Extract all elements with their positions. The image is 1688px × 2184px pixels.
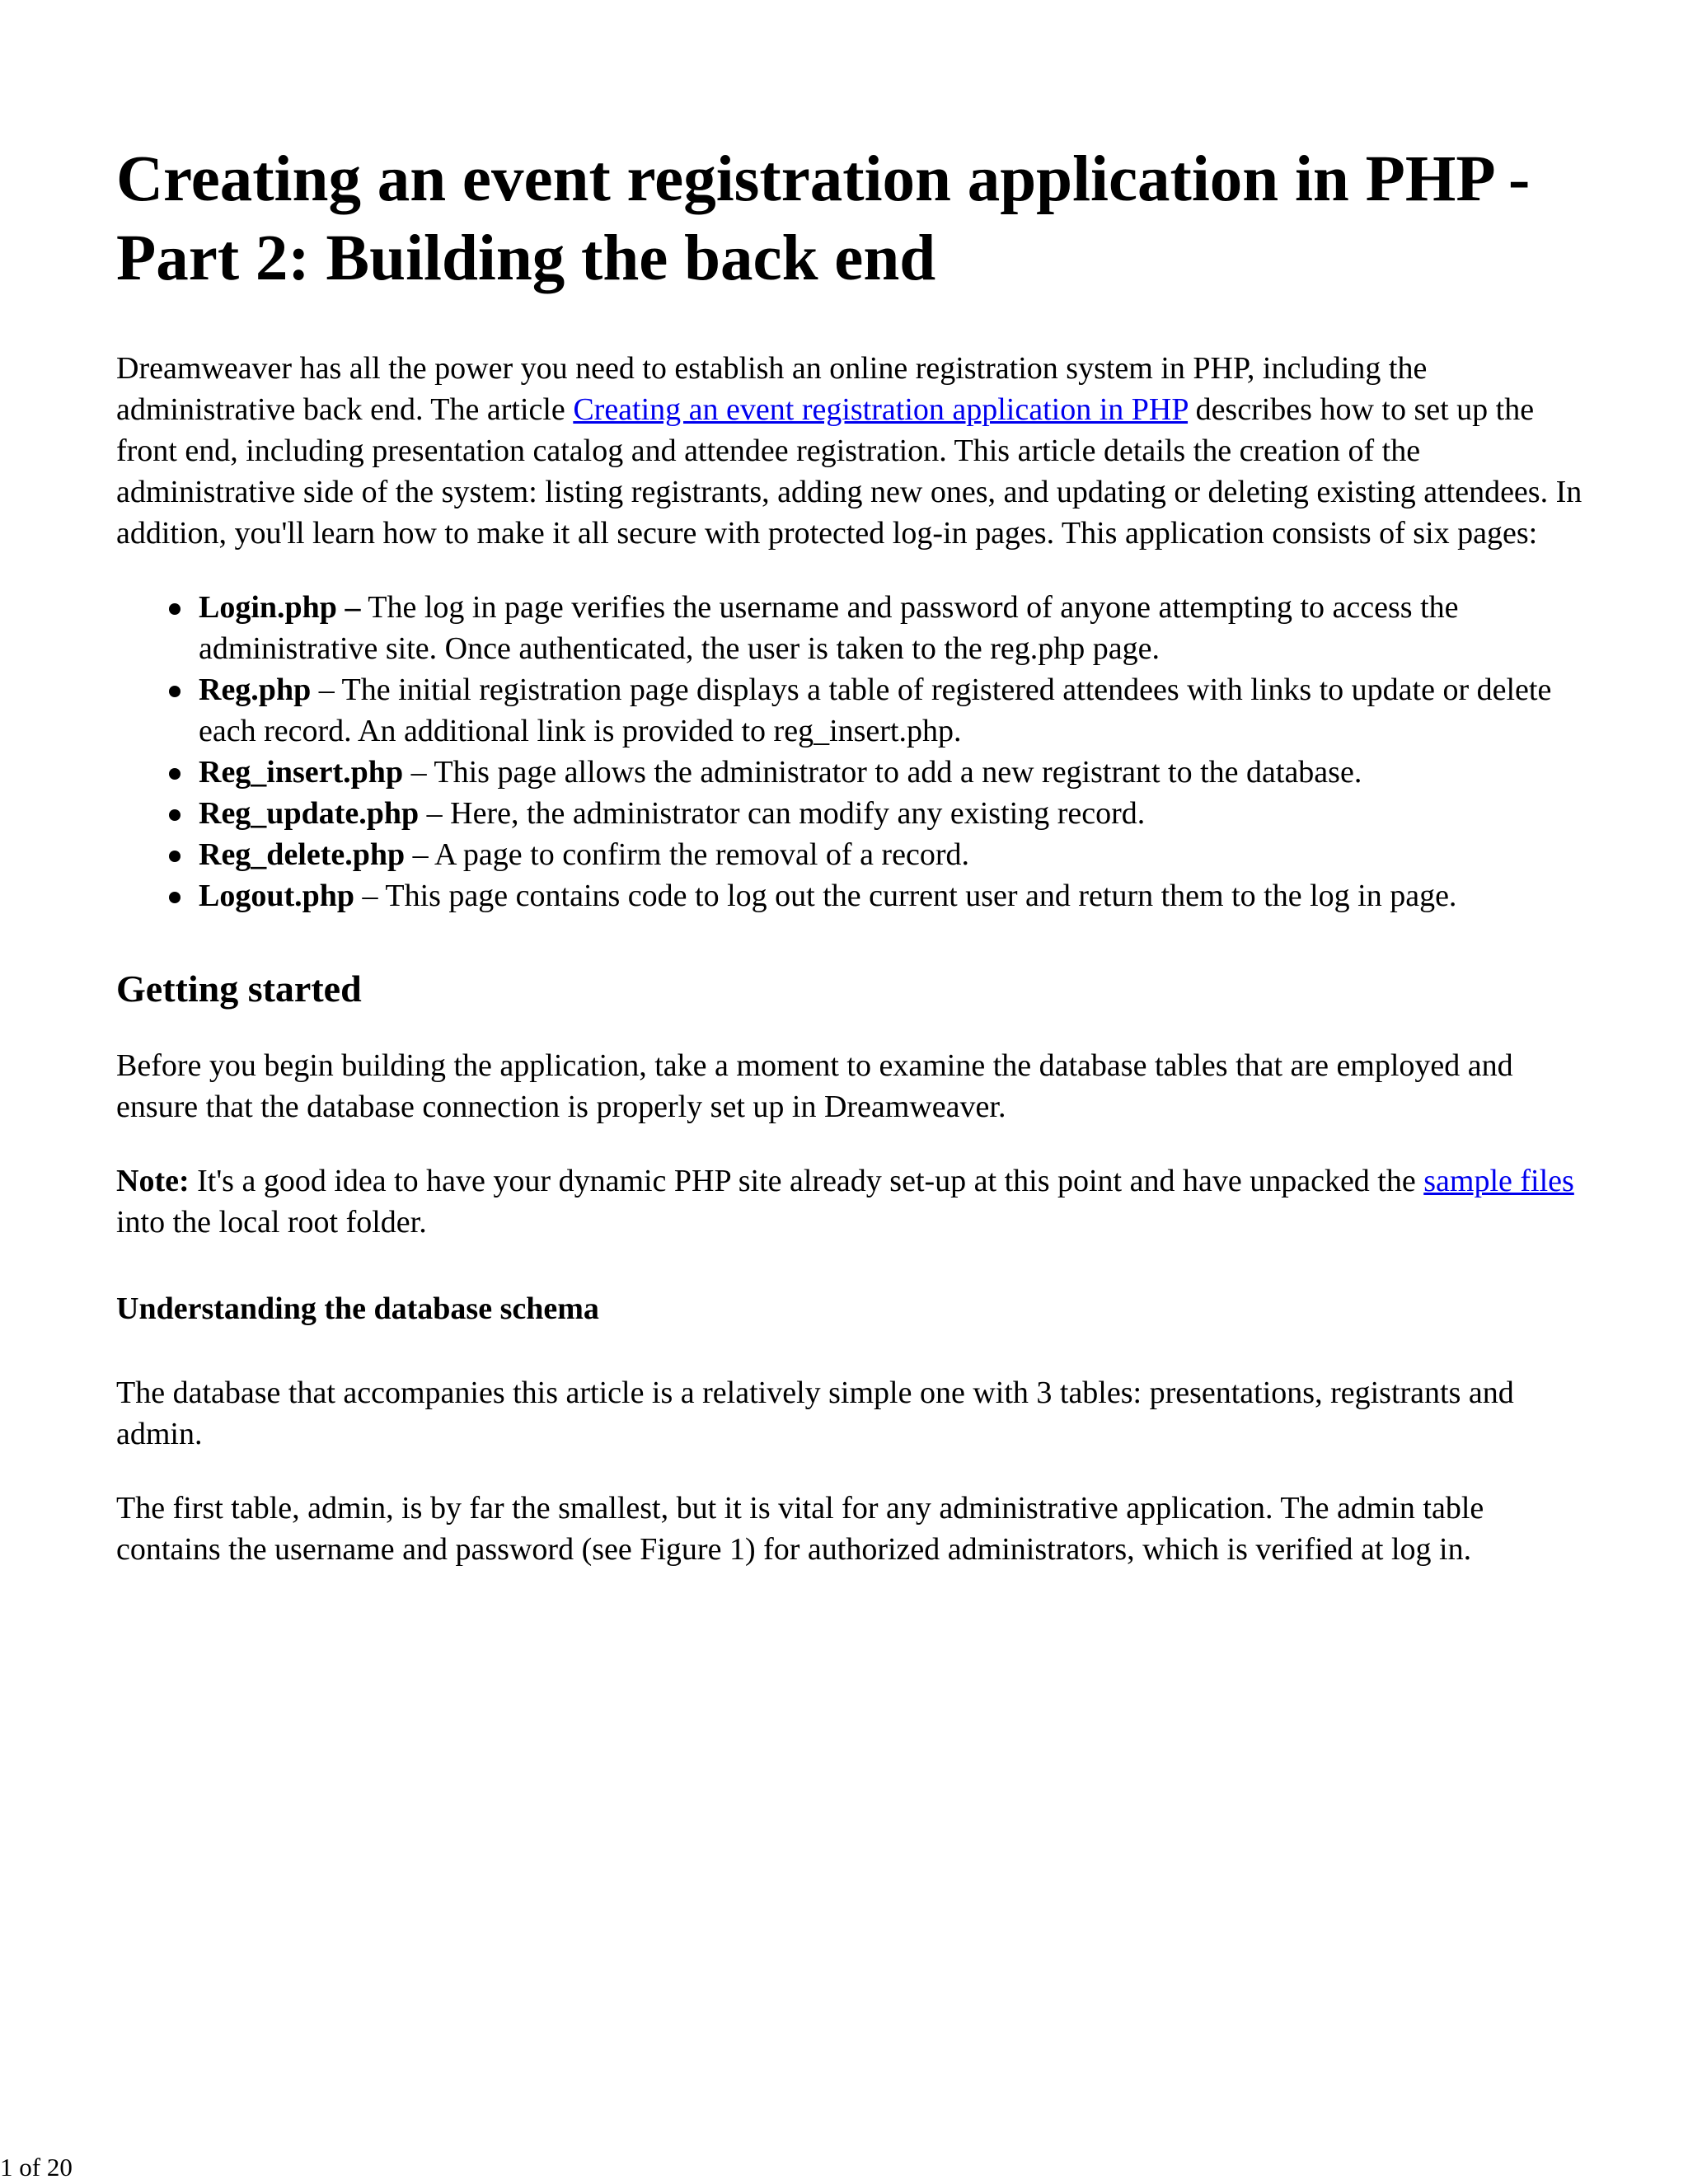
page-title: Creating an event registration application in PHP - Part 2: Building the back end — [116, 143, 1531, 294]
list-item — [199, 834, 1592, 875]
note-text-end: into the local root folder. — [116, 1205, 427, 1240]
part1-article-link[interactable]: Creating an event registration application in PHP — [573, 392, 1189, 427]
schema-paragraph-2: The first table, admin, is by far the smallest, but it is vital for any administrative application. The admin table contains the username and password (see Figure 1) for authorized administrators, which is verified at log in. — [116, 1491, 1484, 1567]
list-item — [199, 793, 1592, 834]
bullet-icon — [169, 892, 181, 903]
note-text-start: It's a good idea to have your dynamic PHP site already set-up at this point and have unpacked the — [189, 1164, 1424, 1198]
list-item-desc: – The initial registration page displays a table of registered attendees with links to update or delete each record. An additional link is provided to reg_insert.php. — [199, 673, 1552, 748]
list-item — [199, 669, 1592, 752]
list-item — [199, 587, 1592, 669]
list-item-desc: – A page to confirm the removal of a record. — [405, 837, 969, 872]
getting-started-paragraph: Before you begin building the application, take a moment to examine the database tables that are employed and ensure that the database connection is properly set up in Dreamweaver. — [116, 1048, 1513, 1124]
bullet-icon — [169, 603, 181, 615]
list-item-desc: – This page contains code to log out the current user and return them to the log in page. — [354, 879, 1457, 913]
list-item-name: Login.php – — [199, 590, 361, 625]
page-indicator: 1 of 20 — [0, 2153, 73, 2182]
schema-heading: Understanding the database schema — [116, 1291, 599, 1326]
note-label: Note: — [116, 1164, 190, 1198]
bullet-icon — [169, 768, 181, 780]
article — [116, 140, 1592, 1603]
sample-files-link[interactable]: sample files — [1423, 1164, 1574, 1198]
getting-started-heading: Getting started — [116, 968, 362, 1010]
bullet-icon — [169, 686, 181, 697]
list-item-name: Reg_delete.php — [199, 837, 406, 872]
bullet-icon — [169, 851, 181, 862]
list-item-name: Reg_insert.php — [199, 755, 404, 790]
list-item-desc: – This page allows the administrator to add a new registrant to the database. — [403, 755, 1362, 790]
list-item — [199, 875, 1592, 916]
bullet-icon — [169, 809, 181, 821]
intro-text-end: describes how to set up the front end, including presentation catalog and attendee registration. This article details the creation of the administrative side of the system: listing registrants, adding new ones, and updating or deleting existing attendees. In addition, you'll learn how to make it all secure with protected log-in pages. This application consists of six pages: — [116, 392, 1582, 551]
list-item-desc: – Here, the administrator can modify any existing record. — [419, 796, 1146, 831]
schema-paragraph-1: The database that accompanies this article is a relatively simple one with 3 tables: presentations, registrants and admin. — [116, 1376, 1514, 1451]
intro-paragraph — [116, 348, 1592, 554]
list-item-desc: The log in page verifies the username and password of anyone attempting to access the administrative site. Once authenticated, the user is taken to the reg.php page. — [199, 590, 1459, 666]
list-item-name: Reg.php — [199, 673, 312, 707]
note-paragraph — [116, 1160, 1592, 1243]
pages-list — [116, 587, 1592, 916]
list-item-name: Reg_update.php — [199, 796, 420, 831]
intro-text-start: Dreamweaver has all the power you need to establish an online registration system in PHP, including the administrative back end. The article — [116, 351, 1428, 427]
list-item-name: Logout.php — [199, 879, 355, 913]
list-item — [199, 752, 1592, 793]
